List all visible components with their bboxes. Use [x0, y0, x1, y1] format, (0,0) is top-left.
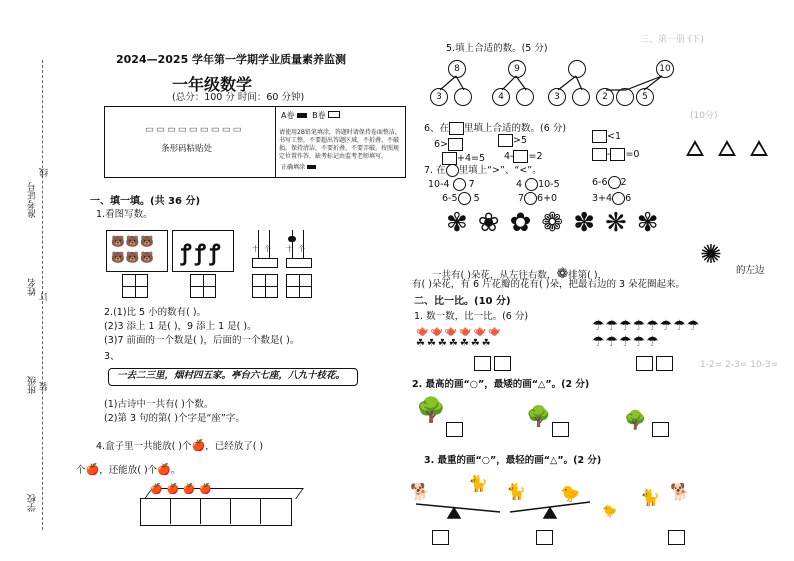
paper-b-mark — [328, 111, 340, 118]
divider — [275, 107, 276, 177]
flower-icon: ❁ — [556, 266, 569, 282]
answer-grid[interactable] — [190, 274, 216, 298]
cmp3-title: 3. 最重的画“○”，最轻的画“△”。(2 分) — [424, 455, 602, 466]
q7-row2b: 7 6+0 — [518, 193, 558, 204]
dog-icon: 🐕 — [410, 482, 430, 501]
q2b: (2)3 添上 1 是( )，9 添上 1 是( )。 — [104, 321, 257, 332]
flower-icon: ❀ — [477, 208, 510, 238]
section1-title: 一、填一填。(共 36 分) — [90, 196, 201, 207]
name-label: 姓名 — [28, 278, 38, 296]
poem-box — [108, 368, 358, 386]
seesaw-lines — [410, 490, 610, 520]
answer-grid[interactable] — [122, 274, 148, 298]
binding-mark: 订 — [40, 292, 50, 301]
plant-icon: 🌳 — [624, 410, 647, 431]
q7-row1b: 4 10-5 — [516, 179, 560, 190]
blank-box[interactable] — [513, 150, 528, 163]
answer-box[interactable] — [656, 356, 673, 371]
q4-text-e: 。 — [170, 465, 181, 476]
bear-group-box — [106, 230, 168, 272]
bleed-text: (10分) — [690, 111, 718, 121]
answer-box[interactable] — [432, 530, 449, 545]
binding-mark: 线 — [40, 168, 50, 177]
abacus-label: 个 — [264, 245, 271, 253]
cat-icon: 🐈 — [468, 474, 488, 493]
answer-box[interactable] — [536, 530, 553, 545]
q6-row2: +4=5 — [442, 152, 485, 165]
class-label: 班级 — [28, 376, 38, 394]
flower-q-line2: 有( )朵花，有 6 片花瓣的花有( )朵，把最右边的 3 朵花圈起来。 — [412, 279, 686, 290]
compare-circle[interactable] — [608, 176, 621, 189]
plant-icon: 🌳 — [526, 404, 551, 428]
q7-row1: 10-4 7 — [428, 179, 475, 190]
q6-row2b: 4- =2 — [504, 151, 543, 162]
plant-icon: 🌳 — [416, 396, 446, 424]
answer-box[interactable] — [636, 356, 653, 371]
apple-icon: 🍎 — [191, 439, 206, 452]
chick-icon: 🐤 — [560, 484, 580, 503]
answer-box[interactable] — [652, 422, 669, 437]
flower-row — [446, 208, 669, 238]
answer-box[interactable] — [474, 356, 491, 371]
q1-title: 1.看图写数。 — [96, 209, 153, 220]
paper-a-mark — [297, 113, 307, 118]
compare-circle[interactable] — [453, 178, 466, 191]
bleed-text: 1-2= 2-3= 10-3= — [700, 360, 779, 370]
umbrella-row: ☂☂☂☂☂☂☂☂ — [592, 318, 701, 334]
q2a: 2.(1)比 5 小的数有( )。 — [104, 307, 207, 318]
blank-box[interactable] — [610, 148, 625, 161]
q6-title: 6、在 里填上合适的数。(6 分) — [424, 123, 567, 134]
cat-icon: 🐈 — [640, 488, 660, 507]
compare-circle[interactable] — [524, 192, 537, 205]
q6-row1b: >5 — [498, 134, 527, 147]
barcode-label: 条形码粘贴处 — [161, 144, 213, 154]
bear-icons: 🐻🐻🐻 — [111, 235, 156, 248]
paper-b-label: B卷 — [312, 111, 326, 120]
flower-q-line1: 一共有( )朵花，从左往右数，❁排第( )， — [432, 266, 608, 282]
q4-text-d: ，还能放( )个 — [99, 465, 158, 476]
school-label: 学校 — [28, 494, 38, 512]
abacus-label: 十 — [252, 245, 259, 253]
section2-title: 二、比一比。(10 分) — [414, 296, 511, 307]
blank-box[interactable] — [448, 138, 463, 151]
q4-text-b: ，已经放了( ) — [205, 441, 264, 452]
q6-row1c: <1 — [592, 130, 621, 143]
leaf-row: ☘☘☘☘☘☘☘ — [416, 338, 493, 349]
answer-grid[interactable] — [252, 274, 278, 298]
blank-circle — [446, 164, 459, 177]
triangle-icon — [750, 140, 768, 156]
score-time: (总分：100 分 时间：60 分钟) — [172, 92, 305, 103]
abacus-2 — [286, 228, 310, 266]
flower-q-left: 的左边 — [736, 265, 765, 276]
flower-icon: ❋ — [604, 208, 637, 238]
triangle-icon — [718, 140, 736, 156]
compare-circle[interactable] — [525, 178, 538, 191]
q4-text-a: 4.盒子里一共能放( )个 — [96, 441, 192, 452]
bleed-text: 三、第一册 (下) — [640, 35, 704, 45]
q7-title: 7. 在 里填上“>”、“<”。 — [424, 165, 542, 176]
paper-type — [281, 111, 340, 120]
exam-title: 2024—2025 学年第一学期学业质量素养监测 — [116, 53, 347, 66]
cmp2-title: 2. 最高的画“○”，最矮的画“△”。(2 分) — [412, 379, 590, 390]
abacus-label: 个 — [298, 245, 305, 253]
blank-box[interactable] — [592, 148, 607, 161]
q7-row2c: 3+4 6 — [592, 193, 632, 204]
cmp1-title: 1. 数一数，比一比。(6 分) — [414, 311, 529, 322]
seahorse-icons: ꝭꝭꝭ — [181, 241, 225, 266]
answer-box[interactable] — [668, 530, 685, 545]
notice-end: 正确填涂 — [281, 165, 316, 172]
blank-box[interactable] — [592, 130, 607, 143]
exam-no-label: 准考证号 — [28, 182, 38, 218]
bear-icons: 🐻🐻🐻 — [111, 251, 156, 264]
flower-icon: ✾ — [446, 208, 478, 238]
answer-box[interactable] — [552, 422, 569, 437]
answer-box[interactable] — [494, 356, 511, 371]
q6-row1: 6> — [434, 138, 463, 151]
info-box — [104, 106, 406, 178]
answer-grid[interactable] — [286, 274, 312, 298]
flower-icon: ✽ — [573, 208, 605, 238]
q7-row1c: 6-6 2 — [592, 177, 627, 188]
seesaw-scene — [410, 470, 710, 530]
blank-box[interactable] — [449, 122, 464, 135]
q5-title: 5.填上合适的数。(5 分) — [446, 43, 548, 54]
chain-lines — [430, 58, 670, 108]
flower-icon: ❁ — [541, 208, 574, 238]
paper-a-label: A卷 — [281, 111, 295, 120]
compare-circle[interactable] — [612, 192, 625, 205]
poem-text: 一去二三里，烟村四五家。亭台六七座，八九十枝花。 — [117, 370, 346, 381]
binding-mark: 装 — [40, 382, 50, 391]
cat-icon: 🐈 — [506, 482, 526, 501]
answer-box[interactable] — [446, 422, 463, 437]
teapot-row: 🫖🫖🫖🫖🫖🫖 — [416, 326, 503, 337]
chick-icon: 🐤 — [602, 504, 617, 518]
q4-text-c: 个 — [76, 465, 86, 476]
notice-text: 请使用2B铅笔填涂，答题时请保持卷面整洁，书写工整，不要超出答题区域，不折叠，不破损。保持清洁，不要折叠、不要弄破。按照规定位置作答，缺考标记由监考老师填写。 — [279, 129, 401, 161]
blank-box[interactable] — [498, 134, 513, 147]
apples-in-box: 🍎🍎🍎🍎 — [150, 484, 216, 495]
q3a: (1)古诗中一共有( )个数。 — [104, 399, 214, 410]
abacus-1 — [252, 228, 276, 266]
apple-icon: 🍎 — [157, 463, 171, 476]
compare-circle[interactable] — [458, 192, 471, 205]
q7-row2: 6-5 5 — [442, 193, 480, 204]
q3-title: 3、 — [104, 351, 120, 362]
apple-box — [140, 484, 290, 524]
number-chain: 8 9 10 3 4 3 2 5 — [430, 58, 650, 108]
abacus-label: 十 — [286, 245, 293, 253]
triangle-icon — [686, 140, 704, 156]
q4-line2 — [76, 464, 180, 477]
barcode-dots: ▭▭▭▭▭▭▭▭▭ — [145, 124, 244, 135]
flower-icon: ✾ — [636, 208, 669, 238]
umbrella-row: ☂☂☂☂☂ — [592, 334, 660, 350]
q6-row2c: - =0 — [592, 148, 639, 161]
q4-line1 — [96, 440, 263, 453]
q3b: (2)第 3 句的第( )个字是“座”字。 — [104, 413, 245, 424]
flower-icon: ✿ — [509, 208, 542, 238]
subject-title: 一年级数学 — [172, 75, 253, 94]
seahorse-group-box — [172, 230, 234, 272]
apple-icon: 🍎 — [85, 463, 100, 476]
dog-icon: 🐕 — [670, 482, 690, 501]
flower-icon: ✺ — [700, 240, 722, 270]
q2c: (3)7 前面的一个数是( )，后面的一个数是( )。 — [104, 335, 300, 346]
